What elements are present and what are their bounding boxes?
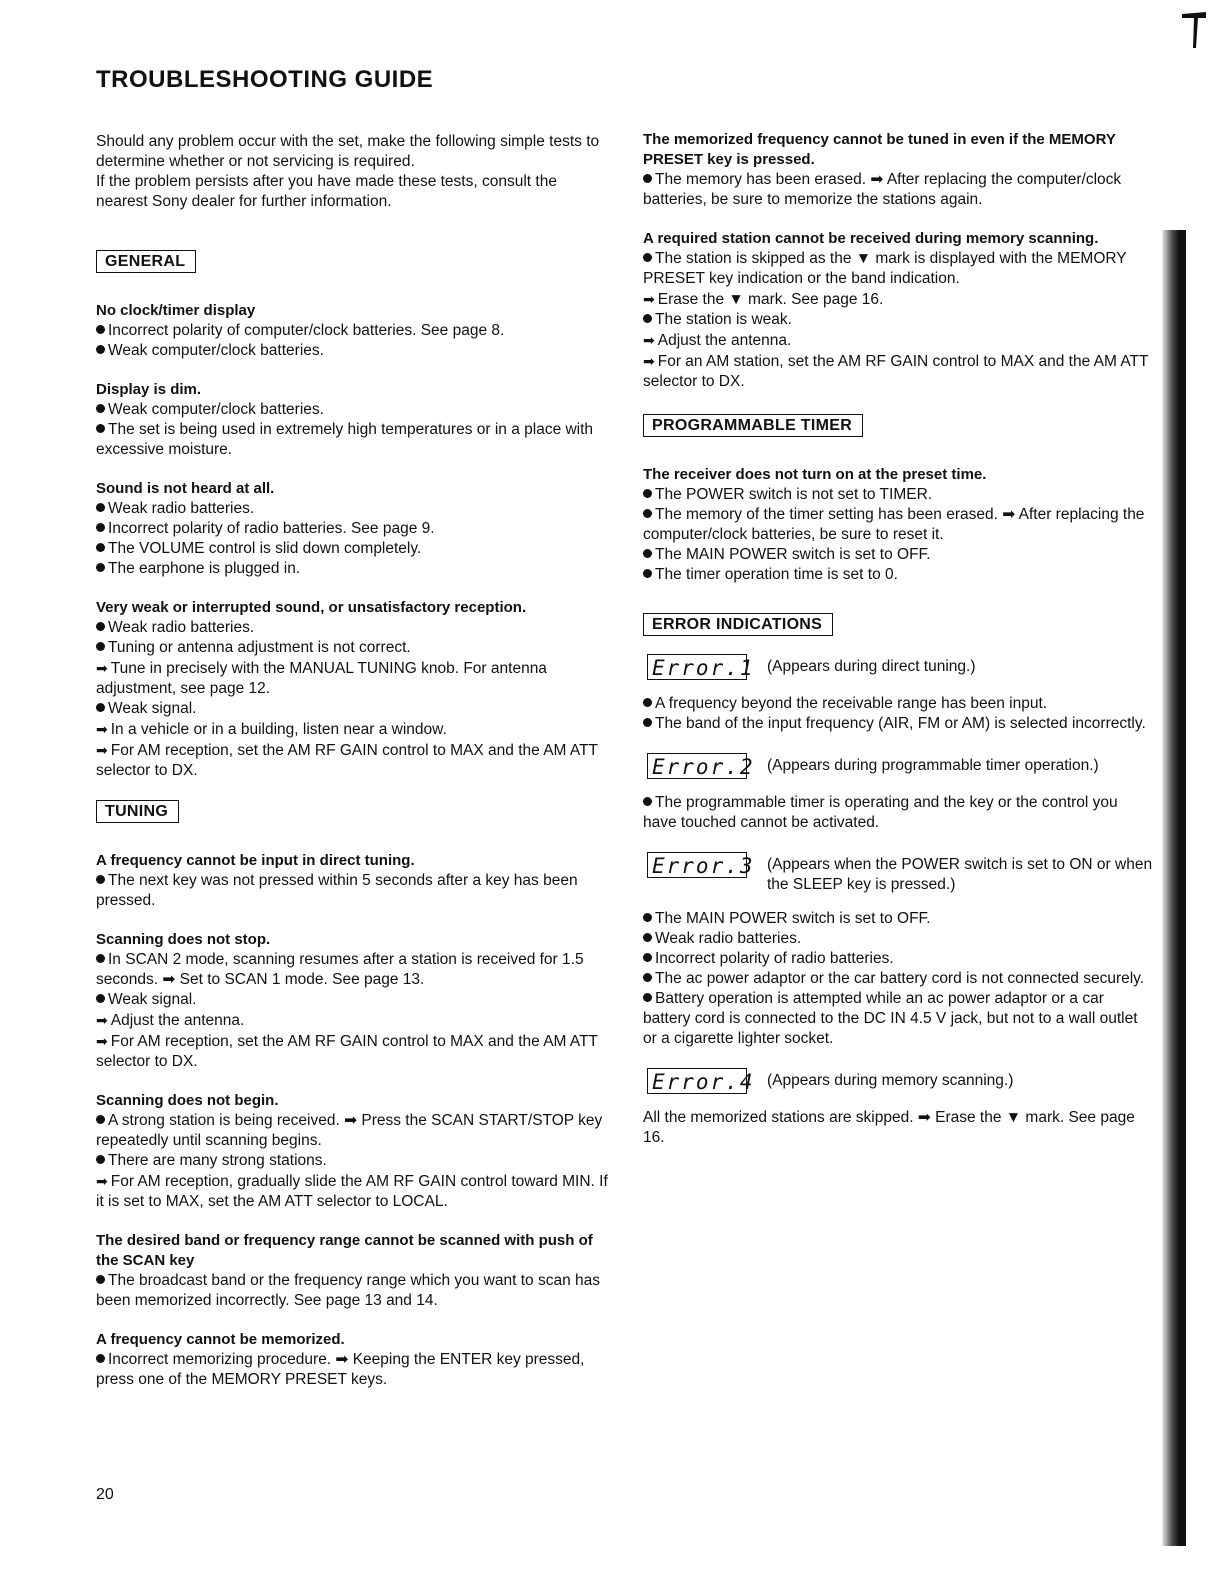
arrow-line	[643, 330, 1155, 351]
error-display-row	[643, 1068, 1155, 1094]
lcd-display: Error.4	[647, 1068, 747, 1094]
bullet-icon	[643, 718, 652, 727]
line-text: The timer operation time is set to 0.	[655, 566, 898, 583]
section-general	[96, 250, 610, 273]
line-text: The station is skipped as the ▼ mark is displayed with the MEMORY PRESET key indication or the band indication.	[643, 250, 1127, 287]
error-item	[643, 654, 1155, 734]
line-text: The next key was not pressed within 5 seconds after a key has been pressed.	[96, 872, 578, 909]
trouble-item	[643, 465, 1155, 585]
arrow-line	[96, 1031, 610, 1072]
arrow-line	[96, 1171, 610, 1212]
bullet-icon	[96, 954, 105, 963]
line-text: There are many strong stations.	[108, 1152, 327, 1169]
bullet-item	[96, 499, 610, 519]
bullet-icon	[96, 1155, 105, 1164]
error-note: (Appears during programmable timer operation.)	[767, 757, 1099, 774]
trouble-item	[96, 1330, 610, 1390]
line-text: All the memorized stations are skipped. ➡ Erase the ▼ mark. See page 16.	[643, 1109, 1135, 1146]
line-text: Weak computer/clock batteries.	[108, 401, 324, 418]
problem-heading: Display is dim.	[96, 381, 202, 398]
bullet-item	[643, 909, 1155, 929]
line-text: Adjust the antenna.	[110, 1012, 245, 1029]
page-number: 20	[96, 1486, 114, 1503]
problem-heading: Scanning does not begin.	[96, 1092, 279, 1109]
problem-heading: Scanning does not stop.	[96, 931, 271, 948]
bullet-item	[96, 1350, 610, 1390]
arrow-icon: ➡	[96, 742, 108, 758]
error-display-row	[643, 852, 1155, 895]
bullet-icon	[643, 314, 652, 323]
left-column	[96, 132, 610, 1409]
section-heading: TUNING	[96, 800, 179, 823]
lcd-display: Error.3	[647, 852, 747, 878]
arrow-line	[643, 351, 1155, 392]
bullet-item	[96, 341, 610, 361]
section-heading: PROGRAMMABLE TIMER	[643, 414, 863, 437]
line-text: The station is weak.	[655, 311, 792, 328]
error-display-row	[643, 654, 1155, 680]
trouble-item	[96, 1231, 610, 1311]
bullet-icon	[643, 913, 652, 922]
line-text: In SCAN 2 mode, scanning resumes after a station is received for 1.5 seconds. ➡ Set to SCAN 1 mode. See page 13.	[96, 951, 584, 988]
line-text: A strong station is being received. ➡ Press the SCAN START/STOP key repeatedly until scanning begins.	[96, 1112, 603, 1149]
corner-mark	[1182, 8, 1206, 48]
bullet-icon	[643, 174, 652, 183]
bullet-item	[643, 565, 1155, 585]
page-title: TROUBLESHOOTING GUIDE	[96, 66, 434, 93]
bullet-item	[96, 1111, 610, 1151]
bullet-item	[96, 950, 610, 990]
section-heading: GENERAL	[96, 250, 196, 273]
trouble-item	[643, 130, 1155, 210]
trouble-item	[96, 1091, 610, 1212]
line-text: Weak signal.	[108, 991, 197, 1008]
bullet-icon	[96, 1275, 105, 1284]
bullet-icon	[96, 1115, 105, 1124]
trouble-item	[643, 229, 1155, 392]
problem-heading: The receiver does not turn on at the preset time.	[643, 466, 987, 483]
section-error-indications	[643, 613, 1155, 636]
arrow-line	[96, 719, 610, 740]
line-text: The band of the input frequency (AIR, FM or AM) is selected incorrectly.	[655, 715, 1146, 732]
bullet-item	[643, 310, 1155, 330]
arrow-icon: ➡	[96, 1173, 108, 1189]
bullet-icon	[643, 549, 652, 558]
bullet-icon	[643, 509, 652, 518]
bullet-icon	[96, 994, 105, 1003]
line-text: The ac power adaptor or the car battery cord is not connected securely.	[655, 970, 1145, 987]
trouble-item	[96, 930, 610, 1072]
bullet-item	[96, 539, 610, 559]
bullet-icon	[643, 953, 652, 962]
line-text: The POWER switch is not set to TIMER.	[655, 486, 933, 503]
arrow-line	[96, 1010, 610, 1031]
bullet-item	[643, 929, 1155, 949]
line-text: The VOLUME control is slid down completely.	[108, 540, 422, 557]
line-text: In a vehicle or in a building, listen near a window.	[110, 721, 447, 738]
problem-heading: The desired band or frequency range cannot be scanned with push of the SCAN key	[96, 1232, 593, 1269]
bullet-icon	[96, 404, 105, 413]
arrow-line	[96, 740, 610, 781]
line-text: Weak computer/clock batteries.	[108, 342, 324, 359]
line-text: Erase the ▼ mark. See page 16.	[657, 291, 884, 308]
bullet-item	[643, 714, 1155, 734]
intro-paragraph: Should any problem occur with the set, make the following simple tests to determine whether or not servicing is required.	[96, 133, 600, 170]
trouble-item	[96, 598, 610, 781]
bullet-icon	[96, 345, 105, 354]
bullet-icon	[96, 642, 105, 651]
bullet-item	[643, 989, 1155, 1049]
error-display-row	[643, 753, 1155, 779]
tuning-items	[96, 851, 610, 1390]
problem-heading: A required station cannot be received during memory scanning.	[643, 230, 1099, 247]
bullet-icon	[96, 875, 105, 884]
arrow-icon: ➡	[643, 353, 655, 369]
error-item	[643, 1068, 1155, 1148]
bullet-item	[643, 249, 1155, 289]
bullet-item	[96, 990, 610, 1010]
bullet-item	[96, 400, 610, 420]
problem-heading: A frequency cannot be input in direct tuning.	[96, 852, 415, 869]
line-text: Weak radio batteries.	[108, 500, 255, 517]
line-text: The set is being used in extremely high temperatures or in a place with excessive moisture.	[96, 421, 594, 458]
bullet-item	[96, 618, 610, 638]
bullet-item	[643, 694, 1155, 714]
line-text: A frequency beyond the receivable range has been input.	[655, 695, 1048, 712]
bullet-icon	[96, 703, 105, 712]
arrow-icon: ➡	[643, 291, 655, 307]
bullet-item	[96, 638, 610, 658]
problem-heading: The memorized frequency cannot be tuned in even if the MEMORY PRESET key is pressed.	[643, 131, 1116, 168]
problem-heading: No clock/timer display	[96, 302, 256, 319]
line-text: Tuning or antenna adjustment is not correct.	[108, 639, 411, 656]
arrow-icon: ➡	[96, 721, 108, 737]
section-heading: ERROR INDICATIONS	[643, 613, 833, 636]
arrow-icon: ➡	[96, 1012, 108, 1028]
bullet-item	[96, 420, 610, 460]
bullet-item	[643, 505, 1155, 545]
trouble-item	[96, 380, 610, 460]
line-text: Weak signal.	[108, 700, 197, 717]
arrow-line	[96, 658, 610, 699]
trouble-item	[96, 301, 610, 361]
bullet-icon	[96, 424, 105, 433]
line-text: The MAIN POWER switch is set to OFF.	[655, 546, 931, 563]
bullet-item	[96, 1271, 610, 1311]
bullet-icon	[643, 489, 652, 498]
bullet-item	[96, 321, 610, 341]
arrow-icon: ➡	[96, 1033, 108, 1049]
bullet-icon	[96, 523, 105, 532]
bullet-item	[643, 969, 1155, 989]
bullet-icon	[643, 797, 652, 806]
error-item	[643, 753, 1155, 833]
line-text: For an AM station, set the AM RF GAIN control to MAX and the AM ATT selector to DX.	[643, 353, 1149, 390]
bullet-icon	[643, 993, 652, 1002]
trouble-item	[96, 479, 610, 579]
trouble-item	[96, 851, 610, 911]
timer-items	[643, 465, 1155, 585]
text-line	[643, 1108, 1155, 1148]
line-text: Incorrect polarity of radio batteries.	[655, 950, 894, 967]
intro-paragraph: If the problem persists after you have made these tests, consult the nearest Sony dealer for further information.	[96, 173, 557, 210]
bullet-icon	[96, 543, 105, 552]
bullet-icon	[643, 569, 652, 578]
right-top-items	[643, 130, 1155, 392]
bullet-item	[96, 519, 610, 539]
bullet-item	[96, 559, 610, 579]
bullet-icon	[643, 933, 652, 942]
arrow-icon: ➡	[96, 660, 108, 676]
error-note: (Appears when the POWER switch is set to ON or when the SLEEP key is pressed.)	[767, 856, 1153, 893]
line-text: Incorrect polarity of computer/clock batteries. See page 8.	[108, 322, 505, 339]
bullet-item	[643, 485, 1155, 505]
bullet-icon	[643, 698, 652, 707]
section-tuning	[96, 800, 610, 823]
line-text: The programmable timer is operating and the key or the control you have touched cannot be activated.	[643, 794, 1118, 831]
problem-heading: A frequency cannot be memorized.	[96, 1331, 345, 1348]
error-note: (Appears during direct tuning.)	[767, 658, 976, 675]
line-text: Incorrect polarity of radio batteries. See page 9.	[108, 520, 435, 537]
bullet-icon	[96, 563, 105, 572]
line-text: The earphone is plugged in.	[108, 560, 301, 577]
page-edge-shadow	[1162, 230, 1186, 1546]
line-text: Weak radio batteries.	[655, 930, 802, 947]
line-text: For AM reception, gradually slide the AM RF GAIN control toward MIN. If it is set to MAX, set the AM ATT selector to LOCAL.	[96, 1173, 608, 1210]
bullet-icon	[96, 503, 105, 512]
bullet-item	[96, 871, 610, 911]
bullet-item	[96, 1151, 610, 1171]
bullet-icon	[96, 622, 105, 631]
line-text: Tune in precisely with the MANUAL TUNING knob. For antenna adjustment, see page 12.	[96, 660, 547, 697]
line-text: For AM reception, set the AM RF GAIN control to MAX and the AM ATT selector to DX.	[96, 1033, 598, 1070]
line-text: Incorrect memorizing procedure. ➡ Keeping the ENTER key pressed, press one of the MEMORY PRESET keys.	[96, 1351, 585, 1388]
bullet-item	[643, 170, 1155, 210]
bullet-icon	[96, 1354, 105, 1363]
lcd-display: Error.1	[647, 654, 747, 680]
arrow-icon: ➡	[643, 332, 655, 348]
line-text: For AM reception, set the AM RF GAIN control to MAX and the AM ATT selector to DX.	[96, 742, 598, 779]
right-column	[643, 130, 1155, 1167]
bullet-item	[643, 793, 1155, 833]
error-items	[643, 654, 1155, 1148]
arrow-line	[643, 289, 1155, 310]
bullet-icon	[643, 253, 652, 262]
line-text: Battery operation is attempted while an ac power adaptor or a car battery cord is connected to the DC IN 4.5 V jack, but not to a wall outlet or a cigarette lighter socket.	[643, 990, 1138, 1047]
bullet-icon	[643, 973, 652, 982]
bullet-item	[643, 949, 1155, 969]
problem-heading: Very weak or interrupted sound, or unsatisfactory reception.	[96, 599, 527, 616]
error-note: (Appears during memory scanning.)	[767, 1072, 1014, 1089]
error-item	[643, 852, 1155, 1049]
line-text: The memory has been erased. ➡ After replacing the computer/clock batteries, be sure to memorize the stations again.	[643, 171, 1122, 208]
section-programmable-timer	[643, 414, 1155, 437]
problem-heading: Sound is not heard at all.	[96, 480, 275, 497]
intro	[96, 132, 610, 212]
general-items	[96, 301, 610, 781]
bullet-icon	[96, 325, 105, 334]
line-text: The memory of the timer setting has been erased. ➡ After replacing the computer/clock batteries, be sure to reset it.	[643, 506, 1145, 543]
line-text: The MAIN POWER switch is set to OFF.	[655, 910, 931, 927]
line-text: The broadcast band or the frequency range which you want to scan has been memorized incorrectly. See page 13 and 14.	[96, 1272, 600, 1309]
lcd-display: Error.2	[647, 753, 747, 779]
line-text: Weak radio batteries.	[108, 619, 255, 636]
bullet-item	[96, 699, 610, 719]
bullet-item	[643, 545, 1155, 565]
line-text: Adjust the antenna.	[657, 332, 792, 349]
